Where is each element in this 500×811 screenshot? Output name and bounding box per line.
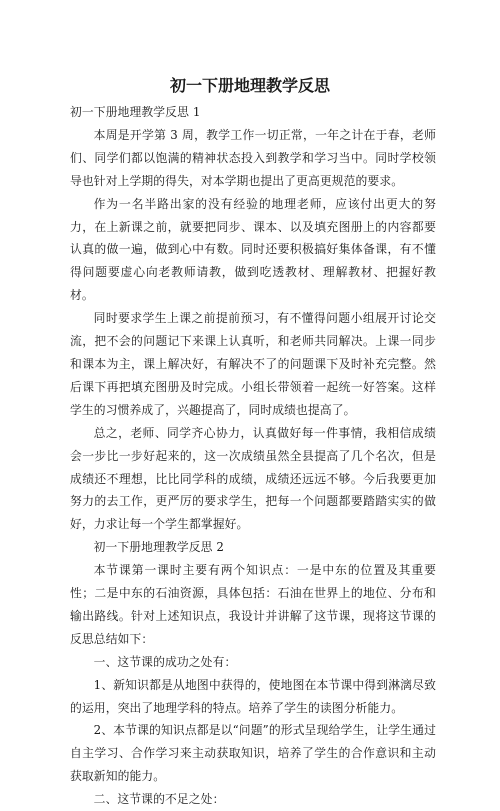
document-title: 初一下册地理教学反思 (169, 76, 330, 95)
paragraph: 二、这节课的不足之处： (93, 792, 225, 807)
paragraph: 本周是开学第 3 周，教学工作一切正常，一年之计在于春，老师们、同学们都以饱满的精神状态投入到教学和学习当中。同时学校领导也针对上学期的得失，对本学期也提出了更高更规范的要求。 (70, 127, 436, 188)
paragraph: 本节课第一课时主要有两个知识点：一是中东的位置及其重要性；二是中东的石油资源，具体包括：石油在世界上的地位、分布和输出路线。针对上述知识点，我设计并讲解了这节课，现将这节课的反思总结如下： (70, 563, 436, 646)
paragraph: 一、这节课的成功之处有： (93, 654, 237, 669)
paragraph: 1、新知识都是从地图中获得的，使地图在本节课中得到淋漓尽致的运用，突出了地理学科的特点。培养了学生的读图分析能力。 (70, 677, 436, 715)
section-heading: 初一下册地理教学反思 2 (93, 540, 225, 555)
paragraph: 同时要求学生上课之前提前预习，有不懂得问题小组展开讨论交流，把不会的问题记下来课上认真听，和老师共同解决。上课一同步和课本为主，课上解决好，有解决不了的问题课下及时补充完整。然后课下再把填充图册及时完成。小组长带领着一起统一好答案。这样学生的习惯养成了，兴趣提高了，同时成绩也提高了。 (70, 311, 436, 417)
section-heading: 初一下册地理教学反思 1 (70, 105, 201, 119)
paragraph: 总之，老师、同学齐心协力，认真做好每一件事情，我相信成绩会一步比一步好起来的，这一次成绩虽然全县提高了几个名次，但是成绩还不理想，比比同学科的成绩，成绩还远远不够。今后我要更加努力的去工作，更严厉的要求学生，把每一个问题都要踏踏实实的做好，力求让每一个学生都掌握好。 (70, 425, 436, 532)
paragraph: 作为一名半路出家的没有经验的地理老师，应该付出更大的努力，在上新课之前，就要把同步、课本、以及填充图册上的内容都要认真的做一遍，做到心中有数。同时还要积极搞好集体备课，有不懂得问题要虚心向老教师请教，做到吃透教材、理解教材、把握好教材。 (70, 196, 436, 303)
document-body (70, 101, 436, 811)
paragraph: 2、本节课的知识点都是以“问题”的形式呈现给学生，让学生通过自主学习、合作学习来主动获取知识，培养了学生的合作意识和主动获取新知的能力。 (70, 723, 436, 784)
